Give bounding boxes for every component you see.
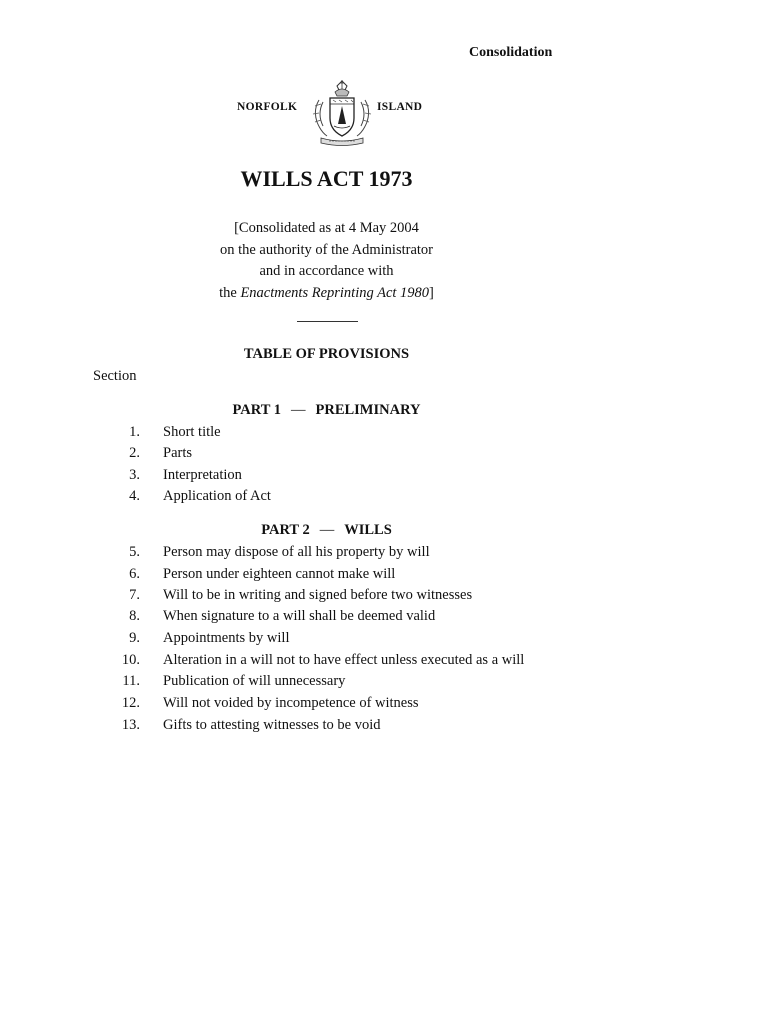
provision-title[interactable]: Interpretation bbox=[163, 467, 242, 483]
provision-title[interactable]: Will not voided by incompetence of witness bbox=[163, 695, 419, 711]
part-label: PART 2 bbox=[261, 522, 310, 538]
provision-number: 5. bbox=[129, 544, 140, 560]
provision-title[interactable]: Person may dispose of all his property by will bbox=[163, 544, 430, 560]
provision-number: 6. bbox=[129, 566, 140, 582]
provision-number: 3. bbox=[129, 467, 140, 483]
authority-line-4-prefix: the bbox=[219, 284, 241, 301]
consolidation-authority bbox=[0, 218, 653, 304]
provision-title[interactable]: When signature to a will shall be deemed valid bbox=[163, 608, 436, 624]
coat-of-arms-icon bbox=[307, 80, 377, 148]
jurisdiction-right: ISLAND bbox=[377, 101, 423, 113]
consolidation-label: Consolidation bbox=[469, 45, 553, 60]
part-1-heading bbox=[0, 402, 653, 419]
provision-number: 10. bbox=[121, 652, 140, 668]
provision-number: 9. bbox=[129, 630, 140, 646]
jurisdiction-left: NORFOLK bbox=[237, 101, 298, 113]
act-title: WILLS ACT 1973 bbox=[240, 166, 413, 191]
part-2-heading bbox=[0, 522, 653, 539]
part-name: PRELIMINARY bbox=[315, 402, 421, 418]
provision-title[interactable]: Publication of will unnecessary bbox=[163, 673, 346, 689]
divider-rule bbox=[297, 321, 358, 322]
authority-line-4 bbox=[0, 283, 653, 305]
authority-line-3: and in accordance with bbox=[259, 263, 394, 279]
authority-line-1: [Consolidated as at 4 May 2004 bbox=[234, 220, 419, 236]
provision-number: 4. bbox=[129, 488, 140, 504]
provision-title[interactable]: Parts bbox=[163, 445, 192, 461]
provision-number: 12. bbox=[121, 695, 140, 711]
provision-number: 11. bbox=[122, 673, 140, 689]
part-name: WILLS bbox=[344, 522, 392, 538]
authority-line-2: on the authority of the Administrator bbox=[219, 241, 434, 258]
provision-number: 1. bbox=[129, 424, 140, 440]
provision-number: 13. bbox=[121, 717, 140, 733]
section-column-label: Section bbox=[93, 368, 137, 384]
provision-title[interactable]: Person under eighteen cannot make will bbox=[163, 566, 396, 582]
authority-line-4-suffix: ] bbox=[429, 284, 434, 301]
provision-title[interactable]: Application of Act bbox=[163, 488, 271, 504]
provision-title[interactable]: Alteration in a will not to have effect unless executed as a will bbox=[163, 652, 525, 668]
part-label: PART 1 bbox=[232, 402, 281, 418]
provision-title[interactable]: Appointments by will bbox=[163, 630, 290, 646]
provision-title[interactable]: Gifts to attesting witnesses to be void bbox=[163, 717, 381, 733]
provision-number: 7. bbox=[129, 587, 140, 603]
provision-title[interactable]: Will to be in writing and signed before two witnesses bbox=[163, 587, 473, 603]
provision-number: 2. bbox=[129, 445, 140, 461]
provision-number: 8. bbox=[129, 608, 140, 624]
part-dash: — bbox=[290, 402, 306, 418]
enactments-reprinting-act-reference: Enactments Reprinting Act 1980 bbox=[240, 284, 430, 301]
provision-title[interactable]: Short title bbox=[163, 424, 221, 440]
toc-heading: TABLE OF PROVISIONS bbox=[243, 346, 410, 362]
part-dash: — bbox=[319, 522, 335, 538]
